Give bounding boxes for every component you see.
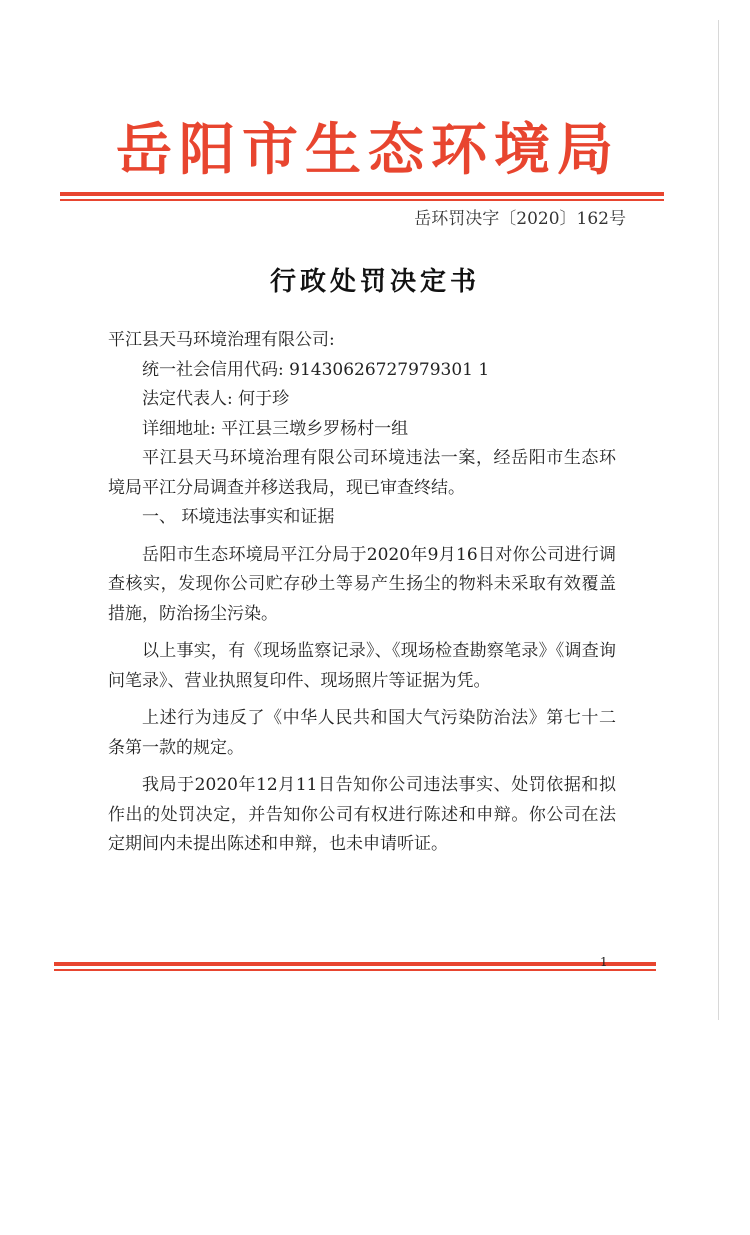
recipient-legal-representative: 法定代表人: 何于珍 [142,389,290,409]
notice-paragraph: 我局于2020年12月11日告知你公司违法事实、处罚依据和拟作出的处罚决定，并告知你公司有权进行陈述和申辩。你公司在法定期间内未提出陈述和申辩，也未申请听证。 [108,775,616,854]
footer-rule-thin [54,969,656,971]
case-intro-paragraph: 平江县天马环境治理有限公司环境违法一案，经岳阳市生态环境局平江分局调查并移送我局，现已审查终结。 [108,448,616,498]
issuing-authority-header: 岳阳市生态环境局 [116,118,620,183]
section-heading: 一、 环境违法事实和证据 [142,507,335,527]
document-title: 行政处罚决定书 [269,267,480,297]
document-body [108,326,616,860]
evidence-paragraph: 以上事实，有《现场监察记录》、《现场检查勘察笔录》《调查询问笔录》、营业执照复印件、现场照片等证据为凭。 [108,641,616,691]
fact-paragraph: 岳阳市生态环境局平江分局于2020年9月16日对你公司进行调查核实，发现你公司贮存砂土等易产生扬尘的物料未采取有效覆盖措施，防治扬尘污染。 [108,544,616,624]
recipient-address: 详细地址: 平江县三墩乡罗杨村一组 [142,418,409,439]
violation-paragraph: 上述行为违反了《中华人民共和国大气污染防治法》第七十二条第一款的规定。 [108,708,616,758]
page-number: 1 [600,955,608,969]
header-rule-thick [60,192,664,196]
footer-rule-thick [54,962,656,966]
document-number: 岳环罚决字〔2020〕162号 [414,209,626,229]
recipient-credit-code: 统一社会信用代码: 91430626727979301 1 [142,359,490,380]
recipient-name: 平江县天马环境治理有限公司: [108,330,335,350]
page-edge-line [718,20,719,1020]
header-rule-thin [60,199,664,201]
